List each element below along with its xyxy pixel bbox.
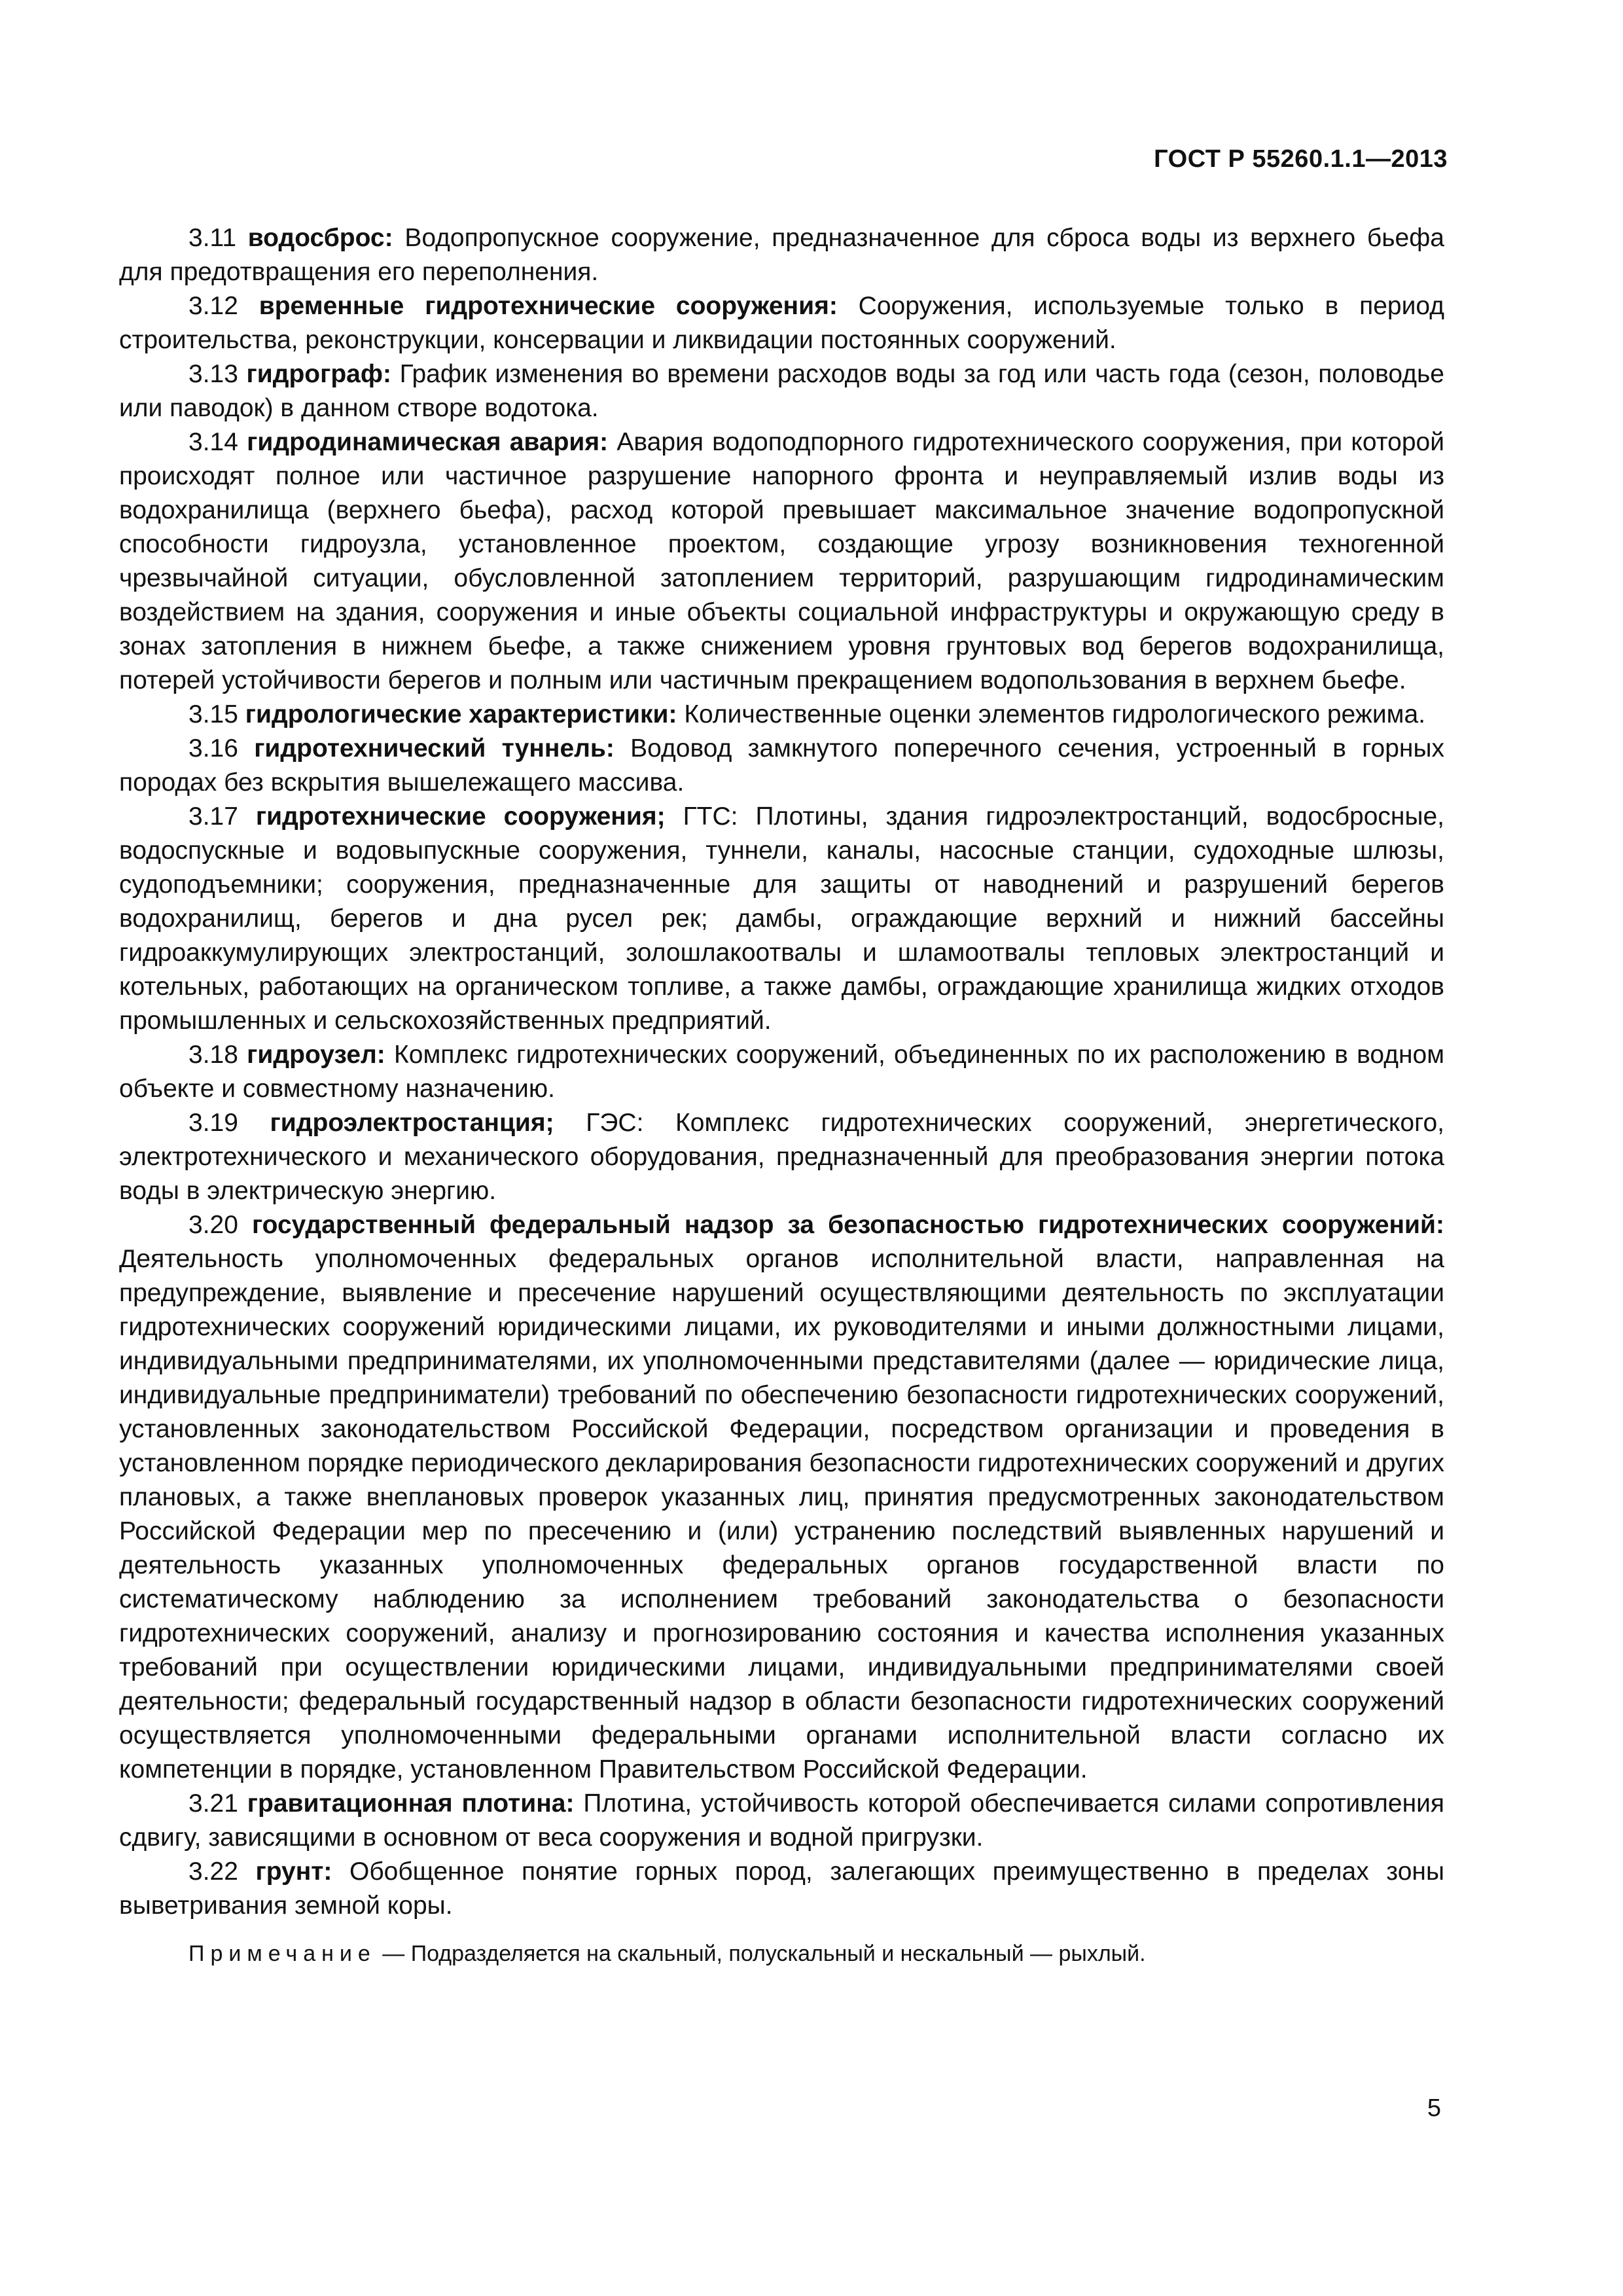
definition-term: гравитационная плотина: <box>247 1789 575 1818</box>
definition-text: Сооружения, используемые только в период строительства, реконструкции, консервации и ликвидации постоянных сооружений. <box>119 292 1444 354</box>
definition-3-19 <box>119 1106 1444 1208</box>
definition-number: 3.17 <box>188 802 238 831</box>
definition-term: гидроузел: <box>247 1041 385 1069</box>
definition-text: Комплекс гидротехнических сооружений, объединенных по их расположению в водном объекте и совместному назначению. <box>119 1041 1445 1103</box>
definition-number: 3.20 <box>188 1211 238 1239</box>
note-text: — Подразделяется на скальный, полускальный и нескальный — рыхлый. <box>382 1941 1146 1966</box>
definition-3-22 <box>119 1855 1444 1923</box>
definition-3-16 <box>119 732 1444 800</box>
definition-number: 3.22 <box>188 1857 238 1886</box>
definition-number: 3.19 <box>188 1109 238 1137</box>
definition-number: 3.12 <box>188 292 238 320</box>
note-label: Примечание <box>188 1941 376 1966</box>
definition-number: 3.11 <box>188 224 237 252</box>
page-number: 5 <box>1427 2094 1441 2122</box>
definition-text: ГЭС: Комплекс гидротехнических сооружений, энергетического, электротехнического и механического оборудования, предназначенный для преобразования энергии потока воды в электрическую энергию. <box>119 1109 1444 1205</box>
definition-term: гидротехнические сооружения; <box>255 802 666 831</box>
definition-3-13 <box>119 357 1444 425</box>
definition-3-14 <box>119 425 1444 698</box>
definition-number: 3.13 <box>188 360 238 388</box>
note <box>119 1939 1444 1969</box>
definition-3-11 <box>119 221 1444 289</box>
definition-text: Водовод замкнутого поперечного сечения, устроенный в горных породах без вскрытия вышележащего массива. <box>119 734 1445 797</box>
definition-term: гидроэлектростанция; <box>270 1109 554 1137</box>
definition-3-21 <box>119 1787 1444 1855</box>
definition-3-20 <box>119 1208 1444 1787</box>
definition-term: временные гидротехнические сооружения: <box>259 292 838 320</box>
definition-3-15 <box>119 698 1444 732</box>
definition-term: гидротехнический туннель: <box>254 734 615 762</box>
definition-text: Обобщенное понятие горных пород, залегающих преимущественно в пределах зоны выветривания земной коры. <box>119 1857 1444 1920</box>
definition-number: 3.15 <box>188 700 238 728</box>
definition-number: 3.18 <box>188 1041 238 1069</box>
definition-text: Деятельность уполномоченных федеральных органов исполнительной власти, направленная на предупреждение, выявление и пресечение нарушений осуществляющими деятельность по эксплуатации гидротехнических сооружений юридическими лицами, их руководителями и иными должностными лицами, индивидуальными предпринимателями, их уполномоченными представителями (далее — юридические лица, индивидуальные предприниматели) требований по обеспечению безопасности гидротехнических сооружений, установленных законодательством Российской Федерации, посредством организации и проведения в установленном порядке периодического декларирования безопасности гидротехнических сооружений и других плановых, а также внеплановых проверок указанных лиц, принятия предусмотренных законодательством Российской Федерации мер по пресечению и (или) устранению последствий выявленных нарушений и деятельность указанных уполномоченных федеральных органов государственной власти по систематическому наблюдению за исполнением требований законодательства о безопасности гидротехнических сооружений, анализу и прогнозированию состояния и качества исполнения указанных требований при осуществлении юридическими лицами, индивидуальными предпринимателями своей деятельности; федеральный государственный надзор в области безопасности гидротехнических сооружений осуществляется уполномоченными федеральными органами исполнительной власти согласно их компетенции в порядке, установленном Правительством Российской Федерации. <box>119 1245 1444 1784</box>
definition-text: ГТС: Плотины, здания гидроэлектростанций, водосбросные, водоспускные и водовыпускные сооружения, туннели, каналы, насосные станции, судоходные шлюзы, судоподъемники; сооружения, предназначенные для защиты от наводнений и разрушений берегов водохранилищ, берегов и дна русел рек; дамбы, ограждающие верхний и нижний бассейны гидроаккумулирующих электростанций, золошлакоотвалы и шламоотвалы тепловых электростанций и котельных, работающих на органическом топливе, а также дамбы, ограждающие хранилища жидких отходов промышленных и сельскохозяйственных предприятий. <box>119 802 1445 1035</box>
definition-3-18 <box>119 1038 1444 1106</box>
definition-term: грунт: <box>255 1857 332 1886</box>
definition-3-17 <box>119 800 1444 1038</box>
definition-term: гидрограф: <box>246 360 391 388</box>
definition-text: Водопропускное сооружение, предназначенное для сброса воды из верхнего бьефа для предотвращения его переполнения. <box>119 224 1444 286</box>
document-code-header: ГОСТ Р 55260.1.1—2013 <box>1154 145 1448 173</box>
definition-text: График изменения во времени расходов воды за год или часть года (сезон, половодье или паводок) в данном створе водотока. <box>119 360 1444 422</box>
definition-number: 3.21 <box>188 1789 238 1818</box>
definition-text: Плотина, устойчивость которой обеспечивается силами сопротивления сдвигу, зависящими в основном от веса сооружения и водной пригрузки. <box>119 1789 1445 1852</box>
definition-term: гидрологические характеристики: <box>245 700 677 728</box>
definition-number: 3.16 <box>188 734 238 762</box>
definition-term: государственный федеральный надзор за безопасностью гидротехнических сооружений: <box>251 1211 1444 1239</box>
document-body <box>119 221 1444 1969</box>
definition-term: водосброс: <box>247 224 393 252</box>
definition-number: 3.14 <box>188 428 238 456</box>
definition-text: Количественные оценки элементов гидрологического режима. <box>684 700 1426 728</box>
definition-3-12 <box>119 289 1444 357</box>
definition-text: Авария водоподпорного гидротехнического сооружения, при которой происходят полное или частичное разрушение напорного фронта и неуправляемый излив воды из водохранилища (верхнего бьефа), расход которой превышает максимальное значение водопропускной способности гидроузла, установленное проектом, создающие угрозу возникновения техногенной чрезвычайной ситуации, обусловленной затоплением территорий, разрушающим гидродинамическим воздействием на здания, сооружения и иные объекты социальной инфраструктуры и окружающую среду в зонах затопления в нижнем бьефе, а также снижением уровня грунтовых вод берегов водохранилища, потерей устойчивости берегов и полным или частичным прекращением водопользования в верхнем бьефе. <box>119 428 1444 694</box>
definition-term: гидродинамическая авария: <box>247 428 609 456</box>
